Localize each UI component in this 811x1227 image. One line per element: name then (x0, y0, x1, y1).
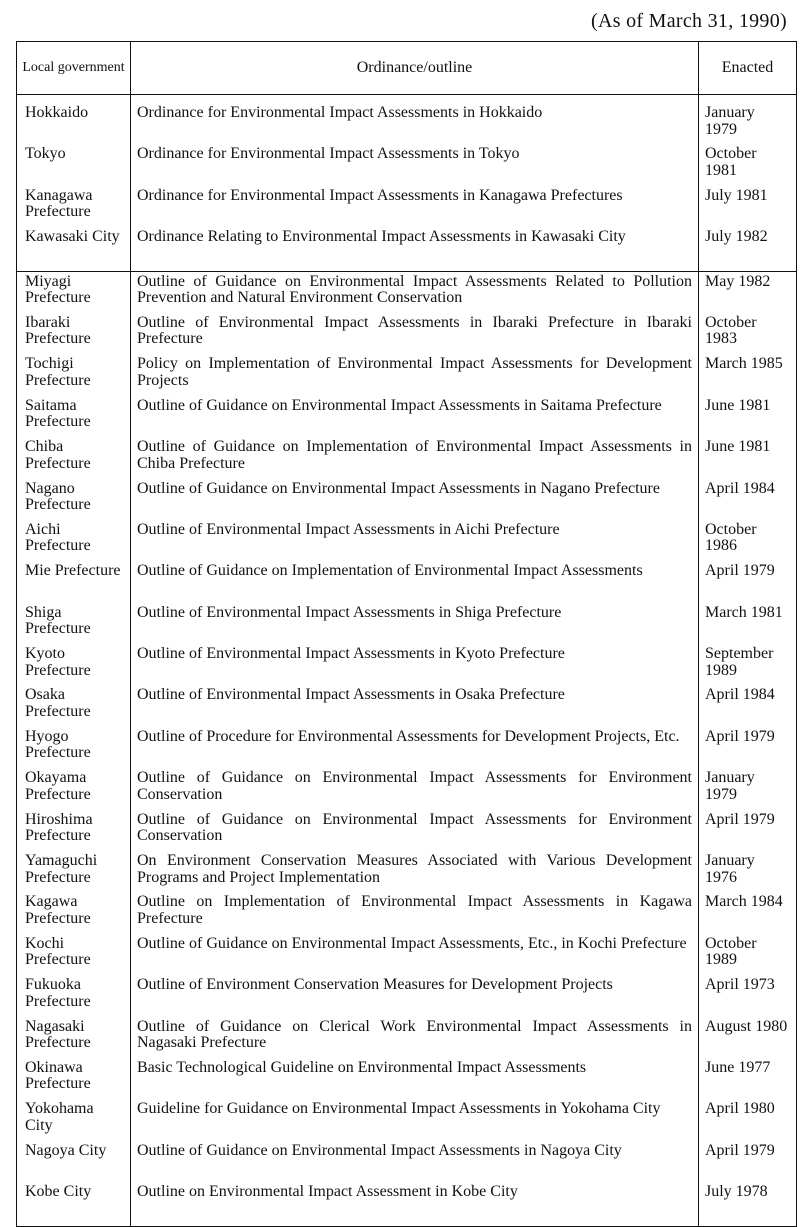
table-row (17, 729, 797, 770)
table-row (17, 356, 797, 397)
ordinance-cell: Outline of Guidance on Environmental Impact Assessments in Saitama Prefecture (131, 398, 699, 439)
table-row (17, 770, 797, 811)
col-header-enacted: Enacted (699, 42, 797, 95)
ordinance-cell: On Environment Conservation Measures Associated with Various Development Programs and Project Implementation (131, 853, 699, 894)
local-government-cell: Yamaguchi Prefecture (17, 853, 131, 894)
table-row (17, 812, 797, 853)
enacted-cell: January 1976 (699, 853, 797, 894)
local-government-cell: Mie Prefecture (17, 563, 131, 604)
local-government-cell: Saitama Prefecture (17, 398, 131, 439)
col-header-ordinance: Ordinance/outline (131, 42, 699, 95)
table-row (17, 95, 797, 147)
table-body (17, 95, 797, 1227)
ordinance-cell: Ordinance for Environmental Impact Assessments in Tokyo (131, 146, 699, 187)
enacted-cell: May 1982 (699, 271, 797, 315)
ordinance-cell: Outline of Environmental Impact Assessments in Ibaraki Prefecture in Ibaraki Prefecture (131, 315, 699, 356)
local-government-cell: Nagano Prefecture (17, 481, 131, 522)
table-row (17, 646, 797, 687)
table-row (17, 146, 797, 187)
local-government-cell: Hyogo Prefecture (17, 729, 131, 770)
table-row (17, 1143, 797, 1184)
ordinance-cell: Outline of Guidance on Implementation of Environmental Impact Assessments (131, 563, 699, 604)
enacted-cell: October 1989 (699, 936, 797, 977)
enacted-cell: April 1979 (699, 1143, 797, 1184)
table-header-row (17, 42, 797, 95)
enacted-cell: October 1986 (699, 522, 797, 563)
table-row (17, 522, 797, 563)
col-header-local-government: Local government (17, 42, 131, 95)
enacted-cell: October 1983 (699, 315, 797, 356)
enacted-cell: June 1981 (699, 439, 797, 480)
enacted-cell: August 1980 (699, 1019, 797, 1060)
enacted-cell: April 1984 (699, 481, 797, 522)
local-government-cell: Nagoya City (17, 1143, 131, 1184)
ordinance-cell: Outline of Guidance on Environmental Impact Assessments for Environment Conservation (131, 812, 699, 853)
table-row (17, 936, 797, 977)
table-row (17, 853, 797, 894)
table-row (17, 439, 797, 480)
ordinance-cell: Outline of Guidance on Environmental Impact Assessments, Etc., in Kochi Prefecture (131, 936, 699, 977)
local-government-cell: Hokkaido (17, 95, 131, 147)
ordinance-cell: Outline of Environmental Impact Assessments in Osaka Prefecture (131, 687, 699, 728)
table-row (17, 481, 797, 522)
ordinance-cell: Outline of Guidance on Environmental Impact Assessments in Nagoya City (131, 1143, 699, 1184)
table-row (17, 398, 797, 439)
ordinance-cell: Ordinance for Environmental Impact Assessments in Hokkaido (131, 95, 699, 147)
table-row (17, 687, 797, 728)
local-government-cell: Okayama Prefecture (17, 770, 131, 811)
enacted-cell: June 1981 (699, 398, 797, 439)
enacted-cell: April 1973 (699, 977, 797, 1018)
ordinance-cell: Guideline for Guidance on Environmental Impact Assessments in Yokohama City (131, 1101, 699, 1142)
ordinance-cell: Basic Technological Guideline on Environmental Impact Assessments (131, 1060, 699, 1101)
local-government-cell: Kochi Prefecture (17, 936, 131, 977)
local-government-cell: Shiga Prefecture (17, 605, 131, 646)
table-row (17, 229, 797, 271)
ordinance-table (16, 41, 797, 1227)
local-government-cell: Hiroshima Prefecture (17, 812, 131, 853)
ordinance-cell: Outline of Environmental Impact Assessments in Aichi Prefecture (131, 522, 699, 563)
table-row (17, 1101, 797, 1142)
table-row (17, 271, 797, 315)
ordinance-cell: Ordinance for Environmental Impact Assessments in Kanagawa Prefectures (131, 188, 699, 229)
as-of-date: (As of March 31, 1990) (590, 10, 787, 32)
enacted-cell: April 1979 (699, 563, 797, 604)
local-government-cell: Kobe City (17, 1184, 131, 1226)
enacted-cell: September 1989 (699, 646, 797, 687)
table-row (17, 563, 797, 604)
local-government-cell: Yokohama City (17, 1101, 131, 1142)
enacted-cell: April 1979 (699, 729, 797, 770)
enacted-cell: March 1981 (699, 605, 797, 646)
ordinance-cell: Ordinance Relating to Environmental Impact Assessments in Kawasaki City (131, 229, 699, 271)
local-government-cell: Kanagawa Prefecture (17, 188, 131, 229)
table-row (17, 1019, 797, 1060)
local-government-cell: Ibaraki Prefecture (17, 315, 131, 356)
table-row (17, 605, 797, 646)
enacted-cell: March 1985 (699, 356, 797, 397)
local-government-cell: Kawasaki City (17, 229, 131, 271)
ordinance-cell: Outline of Environment Conservation Measures for Development Projects (131, 977, 699, 1018)
enacted-cell: July 1981 (699, 188, 797, 229)
local-government-cell: Miyagi Prefecture (17, 271, 131, 315)
ordinance-cell: Outline of Guidance on Environmental Impact Assessments Related to Pollution Prevention and Natural Environment Conservation (131, 271, 699, 315)
enacted-cell: January 1979 (699, 95, 797, 147)
ordinance-cell: Outline on Environmental Impact Assessment in Kobe City (131, 1184, 699, 1226)
table-row (17, 315, 797, 356)
ordinance-cell: Outline of Environmental Impact Assessments in Kyoto Prefecture (131, 646, 699, 687)
ordinance-cell: Outline of Environmental Impact Assessments in Shiga Prefecture (131, 605, 699, 646)
table-row (17, 894, 797, 935)
local-government-cell: Osaka Prefecture (17, 687, 131, 728)
enacted-cell: June 1977 (699, 1060, 797, 1101)
local-government-cell: Aichi Prefecture (17, 522, 131, 563)
enacted-cell: July 1982 (699, 229, 797, 271)
enacted-cell: April 1980 (699, 1101, 797, 1142)
enacted-cell: April 1984 (699, 687, 797, 728)
table-row (17, 1184, 797, 1226)
ordinance-cell: Policy on Implementation of Environmental Impact Assessments for Development Projects (131, 356, 699, 397)
table-row (17, 1060, 797, 1101)
local-government-cell: Nagasaki Prefecture (17, 1019, 131, 1060)
local-government-cell: Kagawa Prefecture (17, 894, 131, 935)
ordinance-cell: Outline of Guidance on Clerical Work Environmental Impact Assessments in Nagasaki Prefecture (131, 1019, 699, 1060)
ordinance-cell: Outline of Guidance on Environmental Impact Assessments for Environment Conservation (131, 770, 699, 811)
local-government-cell: Okinawa Prefecture (17, 1060, 131, 1101)
enacted-cell: July 1978 (699, 1184, 797, 1226)
local-government-cell: Tokyo (17, 146, 131, 187)
enacted-cell: April 1979 (699, 812, 797, 853)
ordinance-cell: Outline of Guidance on Environmental Impact Assessments in Nagano Prefecture (131, 481, 699, 522)
enacted-cell: March 1984 (699, 894, 797, 935)
ordinance-cell: Outline of Guidance on Implementation of Environmental Impact Assessments in Chiba Prefecture (131, 439, 699, 480)
local-government-cell: Tochigi Prefecture (17, 356, 131, 397)
enacted-cell: October 1981 (699, 146, 797, 187)
local-government-cell: Fukuoka Prefecture (17, 977, 131, 1018)
local-government-cell: Kyoto Prefecture (17, 646, 131, 687)
local-government-cell: Chiba Prefecture (17, 439, 131, 480)
table-row (17, 977, 797, 1018)
ordinance-cell: Outline on Implementation of Environmental Impact Assessments in Kagawa Prefecture (131, 894, 699, 935)
enacted-cell: January 1979 (699, 770, 797, 811)
ordinance-cell: Outline of Procedure for Environmental Assessments for Development Projects, Etc. (131, 729, 699, 770)
table-row (17, 188, 797, 229)
